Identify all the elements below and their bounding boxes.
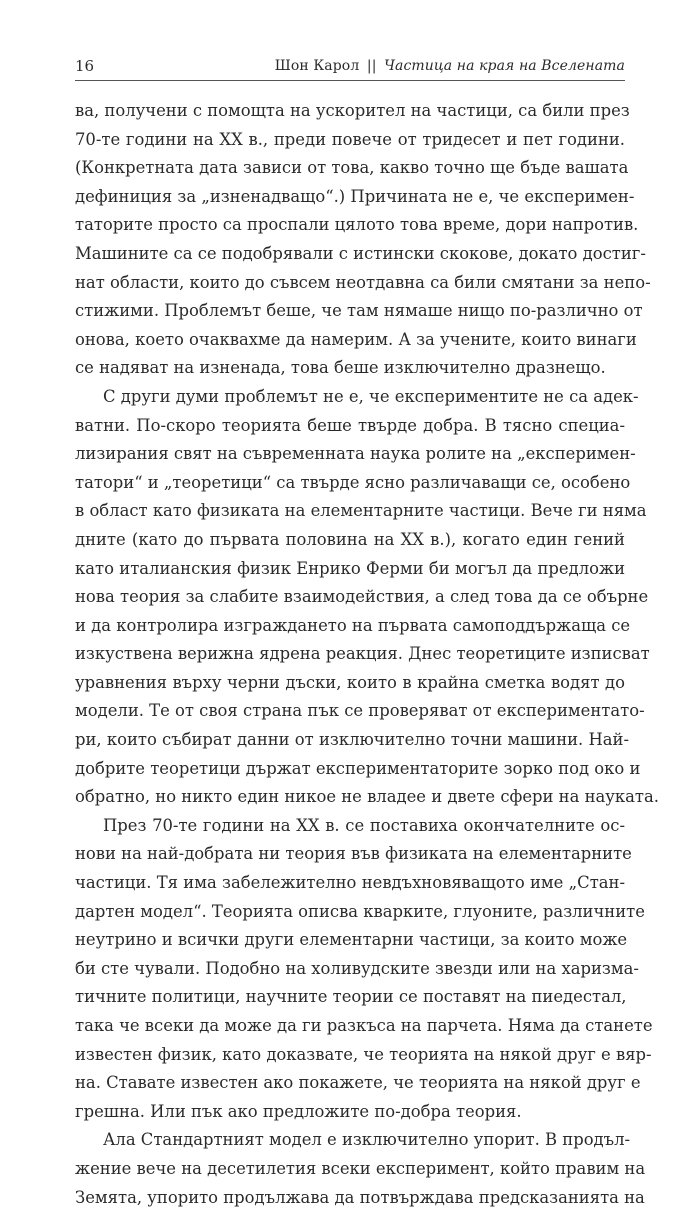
- text-line: изкуствена верижна ядрена реакция. Днес теоретиците изписват: [75, 644, 650, 664]
- text-line: жение вече на десетилетия всеки експеримент, който правим на: [75, 1158, 646, 1178]
- text-line: лизирания свят на съвременната наука ролите на „експеримен-: [75, 444, 636, 464]
- author-name: Шон Карол: [274, 58, 360, 74]
- text-line: През 70-те години на XX в. се поставиха окончателните ос-: [103, 815, 625, 835]
- text-line: тичните политици, научните теории се поставят на пиедестал,: [75, 987, 627, 1007]
- text-line: нови на най-добрата ни теория във физиката на елементарните: [75, 844, 632, 864]
- text-line: грешна. Или пък ако предложите по-добра теория.: [75, 1101, 522, 1121]
- book-title: Частица на края на Вселената: [384, 58, 625, 74]
- text-line: добрите теоретици държат експериментаторите зорко под око и: [75, 758, 641, 778]
- text-line: (Конкретната дата зависи от това, какво точно ще бъде вашата: [75, 158, 629, 178]
- text-line: обратно, но никто един никое не владее и двете сфери на науката.: [75, 787, 659, 807]
- text-line: ватни. По-скоро теорията беше твърде добра. В тясно специа-: [75, 415, 625, 435]
- text-line: би сте чували. Подобно на холивудските звезди или на харизма-: [75, 958, 639, 978]
- text-line: известен физик, като доказвате, че теорията на някой друг е вяр-: [75, 1044, 652, 1064]
- paragraph: [75, 97, 651, 383]
- body-text: [75, 97, 659, 1212]
- text-line: Машините са се подобрявали с истински скокове, докато достиг-: [75, 243, 646, 263]
- text-line: онова, което очаквахме да намерим. А за учените, които винаги: [75, 329, 637, 349]
- text-line: таторите просто са проспали цялото това време, дори напротив.: [75, 215, 639, 235]
- text-line: ва, получени с помощта на ускорител на частици, са били през: [75, 101, 630, 120]
- text-line: в област като физиката на елементарните частици. Вече ги няма: [75, 501, 647, 521]
- text-line: модели. Те от своя страна пък се проверяват от експериментато-: [75, 701, 645, 721]
- text-line: С други думи проблемът не е, че експериментите не са адек-: [103, 386, 639, 406]
- text-line: частици. Тя има забележително невдъхновяващото име „Стан-: [75, 873, 625, 893]
- text-line: нова теория за слабите взаимодействия, а след това да се обърне: [75, 587, 649, 607]
- text-line: татори“ и „теоретици“ са твърде ясно различаващи се, особено: [75, 472, 631, 492]
- running-head: [75, 56, 625, 81]
- text-line: дартен модел“. Теорията описва кварките, глуоните, различните: [75, 901, 645, 921]
- text-line: дните (като до първата половина на XX в.), когато един гений: [75, 529, 625, 549]
- running-title: [275, 56, 625, 76]
- text-line: нат области, които до съвсем неотдавна са били смятани за непо-: [75, 272, 651, 292]
- text-line: уравнения върху черни дъски, които в крайна сметка водят до: [75, 672, 625, 692]
- page-number: 16: [75, 57, 95, 75]
- text-line: 70-те години на XX в., преди повече от тридесет и пет години.: [75, 129, 625, 149]
- title-separator: ||: [366, 58, 377, 74]
- text-line: ри, които събират данни от изключително точни машини. Най-: [75, 730, 630, 750]
- text-line: се надяват на изненада, това беше изключително дразнещо.: [75, 358, 606, 378]
- text-line: неутрино и всички други елементарни частици, за които може: [75, 930, 628, 950]
- text-line: на. Ставате известен ако покажете, че теорията на някой друг е: [75, 1073, 641, 1093]
- text-line: така че всеки да може да ги разкъса на парчета. Няма да станете: [75, 1016, 653, 1035]
- text-line: стижими. Проблемът беше, че там нямаше нищо по-различно от: [75, 301, 643, 321]
- paragraph: [75, 1126, 646, 1212]
- paragraph: [75, 383, 659, 812]
- text-line: дефиниция за „изненадващо“.) Причината не е, че експеримен-: [75, 186, 635, 206]
- text-line: Ала Стандартният модел е изключително упорит. В продъл-: [103, 1130, 631, 1150]
- text-line: и да контролира изграждането на първата самоподдържаща се: [75, 615, 631, 635]
- text-line: Земята, упорито продължава да потвърждава предсказанията на: [75, 1187, 645, 1207]
- paragraph: [75, 812, 653, 1127]
- text-line: като италианския физик Енрико Ферми би могъл да предложи: [75, 558, 625, 578]
